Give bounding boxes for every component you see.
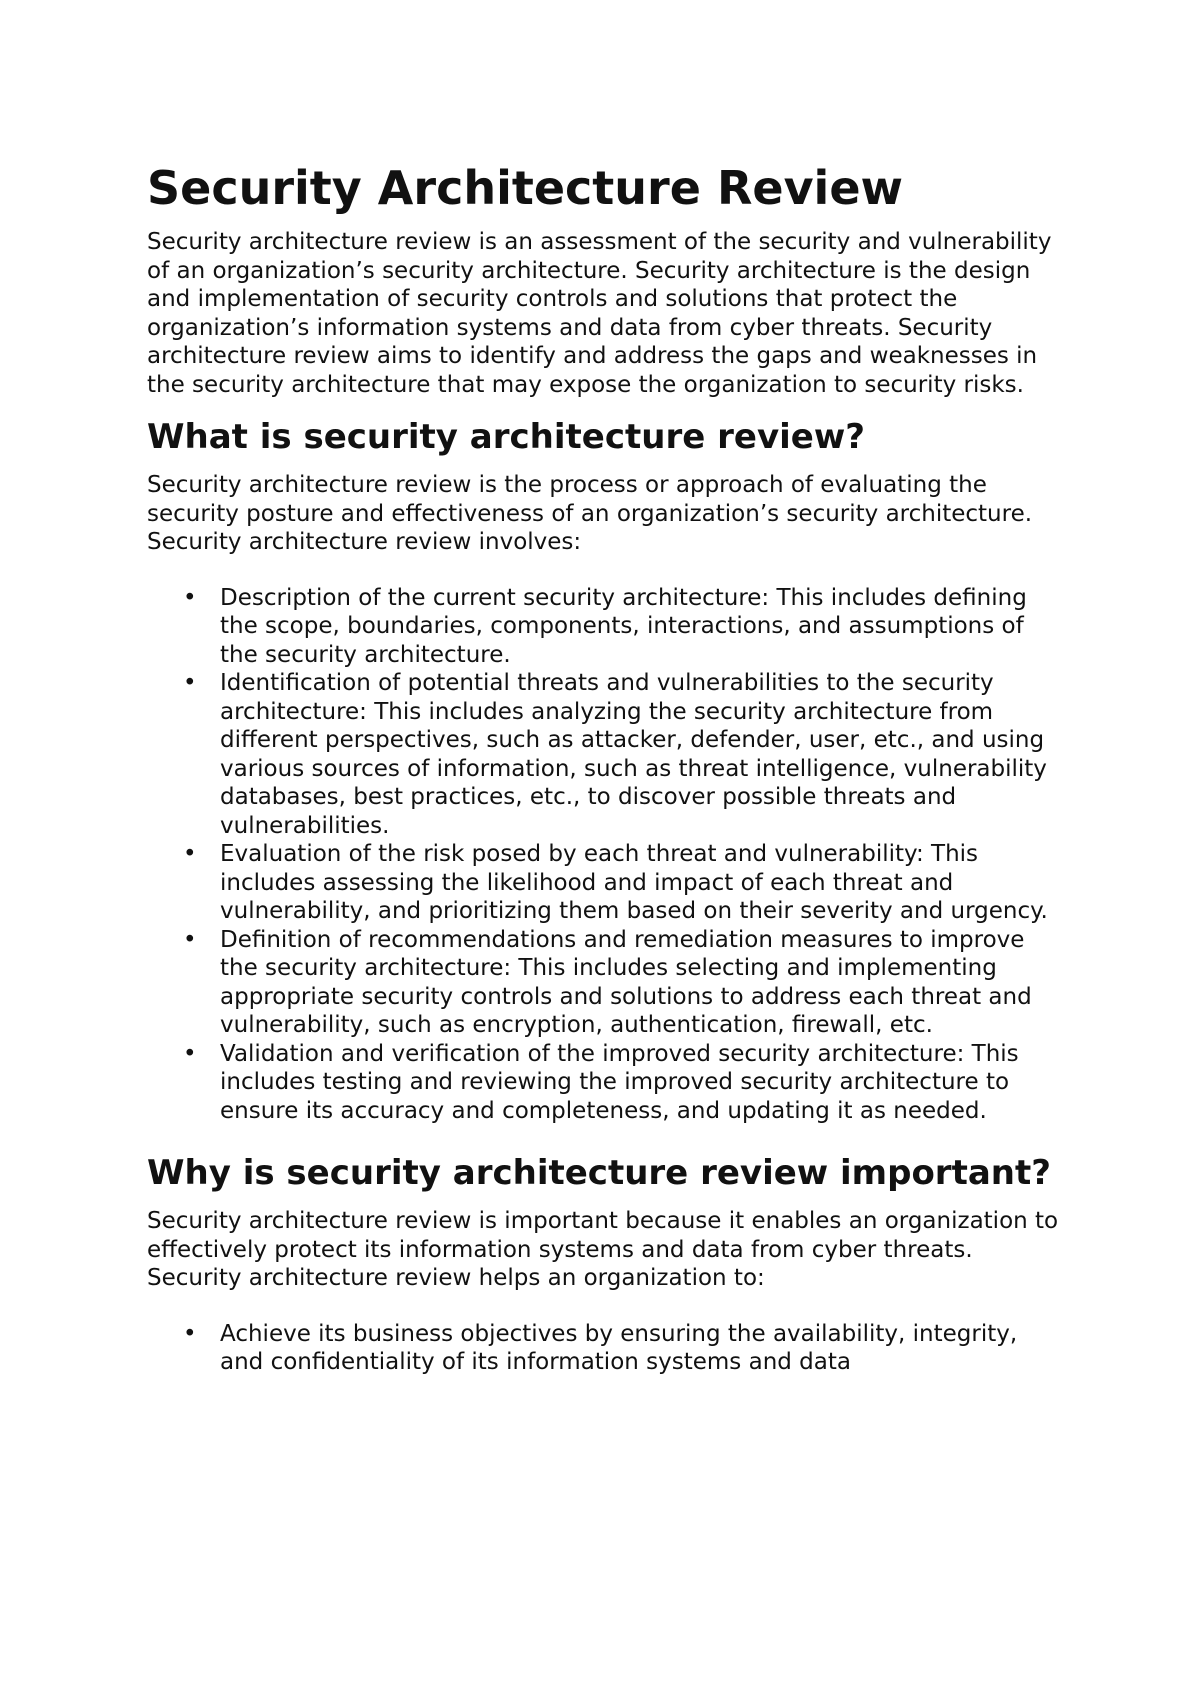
list-item-text: Definition of recommendations and remediation measures to improve the security architecture: This includes selecting and implementing appropriate security controls and solutions to address each threat and vulnerability, such as encryption, authentication, firewall, etc. <box>220 926 1032 1038</box>
list-item <box>147 669 1067 840</box>
document-title: Security Architecture Review <box>147 161 904 215</box>
list-item-text: Evaluation of the risk posed by each threat and vulnerability: This includes assessing the likelihood and impact of each threat and vulnerability, and prioritizing them based on their severity and urgency. <box>220 841 1048 924</box>
section-why-paragraph: Security architecture review is important because it enables an organization to effectively protect its information systems and data from cyber threats. Security architecture review helps an organization to: <box>147 1208 1059 1291</box>
bullet-icon: • <box>183 670 197 696</box>
section-heading-what: What is security architecture review? <box>147 417 865 457</box>
list-item <box>147 1320 1067 1377</box>
list-item-text: Description of the current security architecture: This includes defining the scope, boundaries, components, interactions, and assumptions of the security architecture. <box>220 584 1027 668</box>
section-what-paragraph: Security architecture review is the process or approach of evaluating the security posture and effectiveness of an organization’s security architecture. Security architecture review involves: <box>147 472 1033 555</box>
list-item <box>147 926 1067 1040</box>
document-page <box>147 160 1067 1405</box>
section-why-list <box>147 1320 1067 1377</box>
bullet-icon: • <box>183 926 197 953</box>
intro-paragraph: Security architecture review is an assessment of the security and vulnerability of an organization’s security architecture. Security architecture is the design and implementation of security controls and solutions that protect the organization’s information systems and data from cyber threats. Security architecture review aims to identify and address the gaps and weaknesses in the security architecture that may expose the organization to security risks. <box>147 229 1052 398</box>
bullet-icon: • <box>183 1320 197 1347</box>
bullet-icon: • <box>183 584 197 611</box>
bullet-icon: • <box>183 841 197 867</box>
list-item <box>147 1040 1067 1126</box>
list-item-text: Identification of potential threats and vulnerabilities to the security architecture: This includes analyzing the security architecture from different perspectives, such as attacker, defender, user, etc., and using various sources of information, such as threat intelligence, vulnerability databases, best practices, etc., to discover possible threats and vulnerabilities. <box>220 670 1047 839</box>
section-heading-why: Why is security architecture review important? <box>147 1153 1051 1193</box>
section-what-list <box>147 584 1067 1126</box>
list-item <box>147 840 1067 926</box>
list-item-text: Achieve its business objectives by ensuring the availability, integrity, and confidentiality of its information systems and data <box>220 1320 1018 1375</box>
list-item-text: Validation and verification of the improved security architecture: This includes testing and reviewing the improved security architecture to ensure its accuracy and completeness, and updating it as needed. <box>220 1040 1019 1124</box>
bullet-icon: • <box>183 1040 197 1067</box>
list-item <box>147 584 1067 670</box>
